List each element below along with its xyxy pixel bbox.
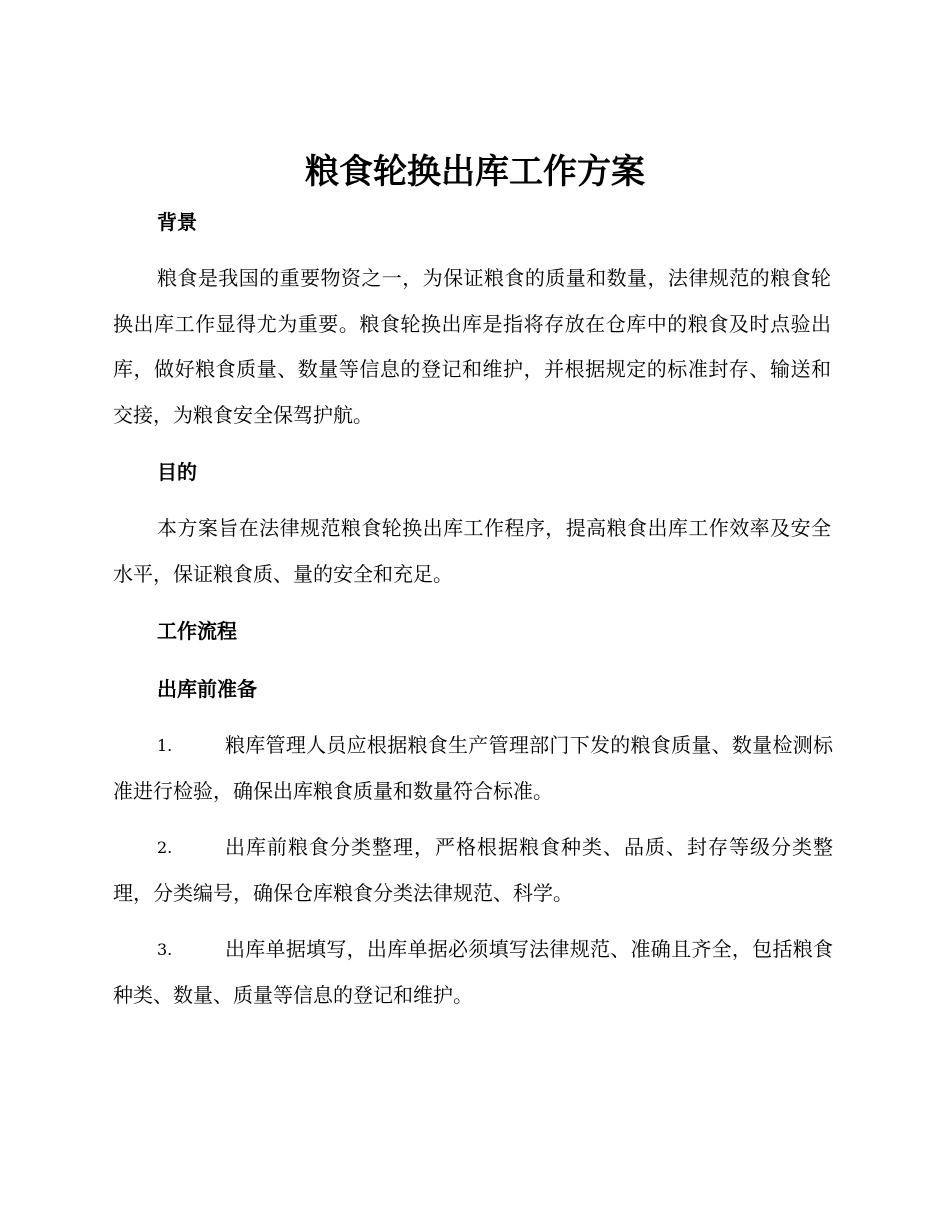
list-item-number: 2.	[157, 838, 173, 857]
background-paragraph: 粮食是我国的重要物资之一，为保证粮食的质量和数量，法律规范的粮食轮换出库工作显得尤为重要。粮食轮换出库是指将存放在仓库中的粮食及时点验出库，做好粮食质量、数量等信息的登记和维护，并根据规定的标准封存、输送和交接，为粮食安全保驾护航。	[113, 266, 831, 427]
list-item-text: 出库单据填写，出库单据必须填写法律规范、准确且齐全，包括粮食种类、数量、质量等信息的登记和维护。	[113, 937, 833, 1007]
subsection-heading-preparation: 出库前准备	[157, 677, 257, 701]
list-item	[113, 927, 833, 1018]
list-item-number: 3.	[157, 940, 173, 959]
document-title: 粮食轮换出库工作方案	[305, 152, 645, 192]
purpose-paragraph: 本方案旨在法律规范粮食轮换出库工作程序，提高粮食出库工作效率及安全水平，保证粮食质、量的安全和充足。	[113, 516, 831, 586]
list-item	[113, 825, 833, 916]
section-heading-workflow: 工作流程	[157, 619, 237, 643]
list-item-text: 出库前粮食分类整理，严格根据粮食种类、品质、封存等级分类整理，分类编号，确保仓库粮食分类法律规范、科学。	[113, 835, 833, 905]
section-heading-purpose: 目的	[157, 460, 197, 484]
list-item	[113, 723, 833, 814]
list-item-text: 粮库管理人员应根据粮食生产管理部门下发的粮食质量、数量检测标准进行检验，确保出库粮食质量和数量符合标准。	[113, 733, 833, 803]
section-heading-background: 背景	[157, 210, 197, 234]
list-item-number: 1.	[157, 736, 173, 755]
